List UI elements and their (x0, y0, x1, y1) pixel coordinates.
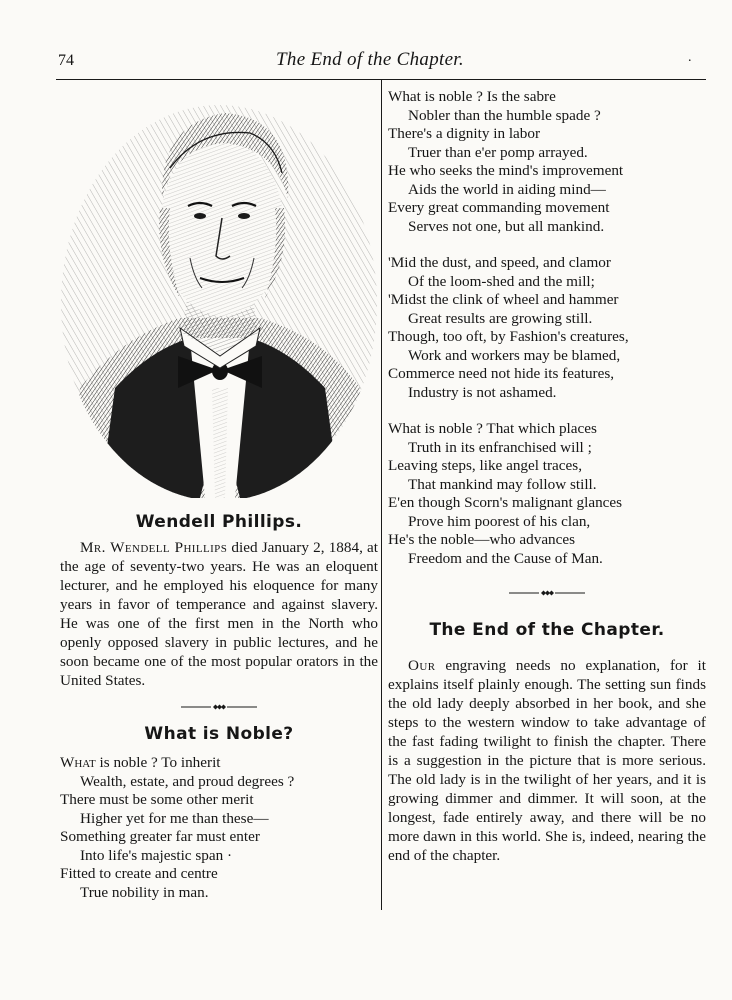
verse-line: Serves not one, but all mankind. (408, 217, 605, 235)
verse-line: 'Mid the dust, and speed, and clamor (388, 254, 611, 271)
verse-line: Though, too oft, by Fashion's creatures, (388, 328, 629, 345)
verse-line: There's a dignity in labor (388, 125, 541, 142)
chapter-body-text: engraving needs no explanation, for it explains itself plainly enough. The setting sun finds the old lady deeply absorbed in her book, and she steps to the western window to take advantage of the fast fading twilight to finish the chapter. There is a suggestion in the picture that is more serious. The old lady is in the twilight of her years, and it is growing dimmer and dimmer. It will soon, at the longest, fade entirely away, and there will be no more dawn in this world. She is, indeed, nearing the end of the chapter. (388, 657, 706, 864)
page-number: 74 (58, 52, 74, 69)
verse-line: 'Midst the clink of wheel and hammer (388, 291, 619, 308)
verse-line: Prove him poorest of his clan, (408, 512, 591, 530)
left-column (60, 88, 378, 902)
verse-line-text: is noble ? To inherit (95, 754, 221, 771)
section-title-what-is-noble: What is Noble? (144, 724, 294, 744)
verse-line (60, 754, 378, 773)
rule-with-diamonds-ornament-icon (179, 702, 259, 712)
verse-line: He who seeks the mind's improvement (388, 162, 624, 179)
noble-stanza-2 (388, 88, 706, 236)
verse-line: Truth in its enfranchised will ; (408, 438, 592, 456)
portrait-engraving-icon (60, 88, 378, 498)
column-rule (381, 80, 382, 910)
running-head: The End of the Chapter. (276, 49, 464, 70)
verse-line: Something greater far must enter (60, 828, 260, 845)
verse-line: Truer than e'er pomp arrayed. (408, 143, 588, 161)
noble-stanza-1 (60, 754, 378, 902)
verse-line: E'en though Scorn's malignant glances (388, 494, 623, 511)
phillips-body-text: died January 2, 1884, at the age of seventy-two years. He was an eloquent lecturer, and he employed his eloquence for many years in favor of temperance and against slavery. He was one of the first men in the North who openly opposed slavery in public lectures, and he soon became one of the most popular orators in the United States. (60, 539, 379, 689)
section-title-end-of-chapter: The End of the Chapter. (429, 620, 665, 640)
phillips-paragraph (60, 538, 378, 690)
rule-with-diamonds-ornament-icon (507, 588, 587, 598)
verse-line: Of the loom-shed and the mill; (408, 272, 595, 290)
phillips-lead-words: Mr. Wendell Phillips (80, 539, 228, 556)
verse-first-word: What (60, 754, 96, 771)
verse-line: Industry is not ashamed. (408, 383, 557, 401)
verse-line: Fitted to create and centre (60, 865, 218, 882)
verse-line: That mankind may follow still. (408, 475, 597, 493)
corner-mark: . (688, 50, 692, 65)
verse-line: What is noble ? That which places (388, 420, 597, 437)
verse-line: Commerce need not hide its features, (388, 365, 615, 382)
verse-line: What is noble ? Is the sabre (388, 88, 556, 105)
verse-line: Great results are growing still. (408, 309, 593, 327)
noble-stanza-4 (388, 420, 706, 568)
verse-line: Into life's majestic span · (80, 846, 233, 864)
chapter-paragraph (388, 656, 706, 865)
verse-line: Every great commanding movement (388, 199, 610, 216)
section-title-wendell-phillips: Wendell Phillips. (135, 512, 303, 532)
verse-line: Work and workers may be blamed, (408, 346, 621, 364)
verse-line: Nobler than the humble spade ? (408, 106, 601, 124)
verse-line: He's the noble—who advances (388, 531, 576, 548)
verse-line: Higher yet for me than these— (80, 809, 269, 827)
verse-line: There must be some other merit (60, 791, 254, 808)
verse-line: Aids the world in aiding mind— (408, 180, 606, 198)
chapter-lead-word: Our (408, 657, 436, 674)
verse-line: Leaving steps, like angel traces, (388, 457, 582, 474)
right-column (388, 88, 706, 865)
verse-line: True nobility in man. (80, 883, 209, 901)
verse-line: Wealth, estate, and proud degrees ? (80, 772, 295, 790)
verse-line: Freedom and the Cause of Man. (408, 549, 603, 567)
noble-stanza-3 (388, 254, 706, 402)
